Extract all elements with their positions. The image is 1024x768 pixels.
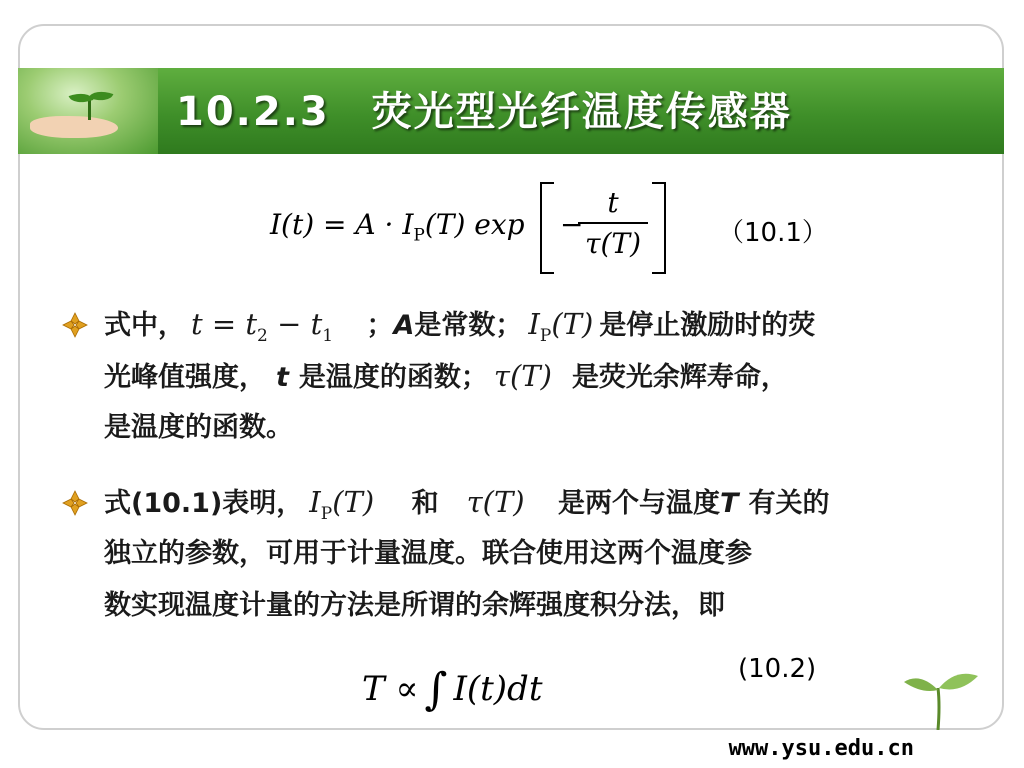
title-bar [18, 68, 1004, 154]
formula-10-1 [270, 180, 690, 276]
diamond-bullet-icon [62, 490, 88, 516]
inline-formula-ip: $I_P(T)$ [528, 307, 594, 346]
slide-title: 10.2.3 荧光型光纤温度传感器 [176, 89, 792, 135]
inline-formula-tau: τ(T) [493, 359, 552, 393]
left-bracket [540, 182, 554, 274]
footer-url: www.ysu.edu.cn [728, 736, 914, 761]
fraction-denominator: τ(T) [584, 227, 641, 260]
diamond-bullet-icon [62, 312, 88, 338]
formula-10-2: T ∝ ∫ I(t)dt [362, 664, 543, 715]
bullet-paragraph-1: 式中， $t = t_2 - t_1$ ；A是常数； $I_P(T)$ 是停止激励时的荧 光峰值强度， t 是温度的函数； τ(T) 是荧光余辉寿命， 是温度的函数。 [104, 298, 934, 454]
inline-formula-tau: τ(T) [466, 485, 525, 519]
seedling-hand-photo [18, 68, 158, 154]
inline-formula-ip: $I_P(T)$ [309, 485, 375, 524]
inline-formula-t: $t = t_2 - t_1$ [191, 307, 334, 346]
formula1-lhs: $I(t) = A \cdot I_P(T)$ exp [270, 208, 525, 246]
formula1-fraction [578, 184, 648, 264]
right-bracket [652, 182, 666, 274]
formula1-minus: − [560, 208, 584, 241]
sprout-icon [896, 660, 986, 730]
bullet-paragraph-2: 式(10.1)表明， $I_P(T)$ 和 τ(T) 是两个与温度T 有关的 独立的参数，可用于计量温度。联合使用这两个温度参 数实现温度计量的方法是所谓的余辉强度积分法，即 [104, 476, 934, 632]
equation-number-1: （10.1） [718, 218, 828, 248]
equation-number-2: (10.2) [738, 654, 817, 684]
fraction-numerator: t [607, 186, 619, 219]
